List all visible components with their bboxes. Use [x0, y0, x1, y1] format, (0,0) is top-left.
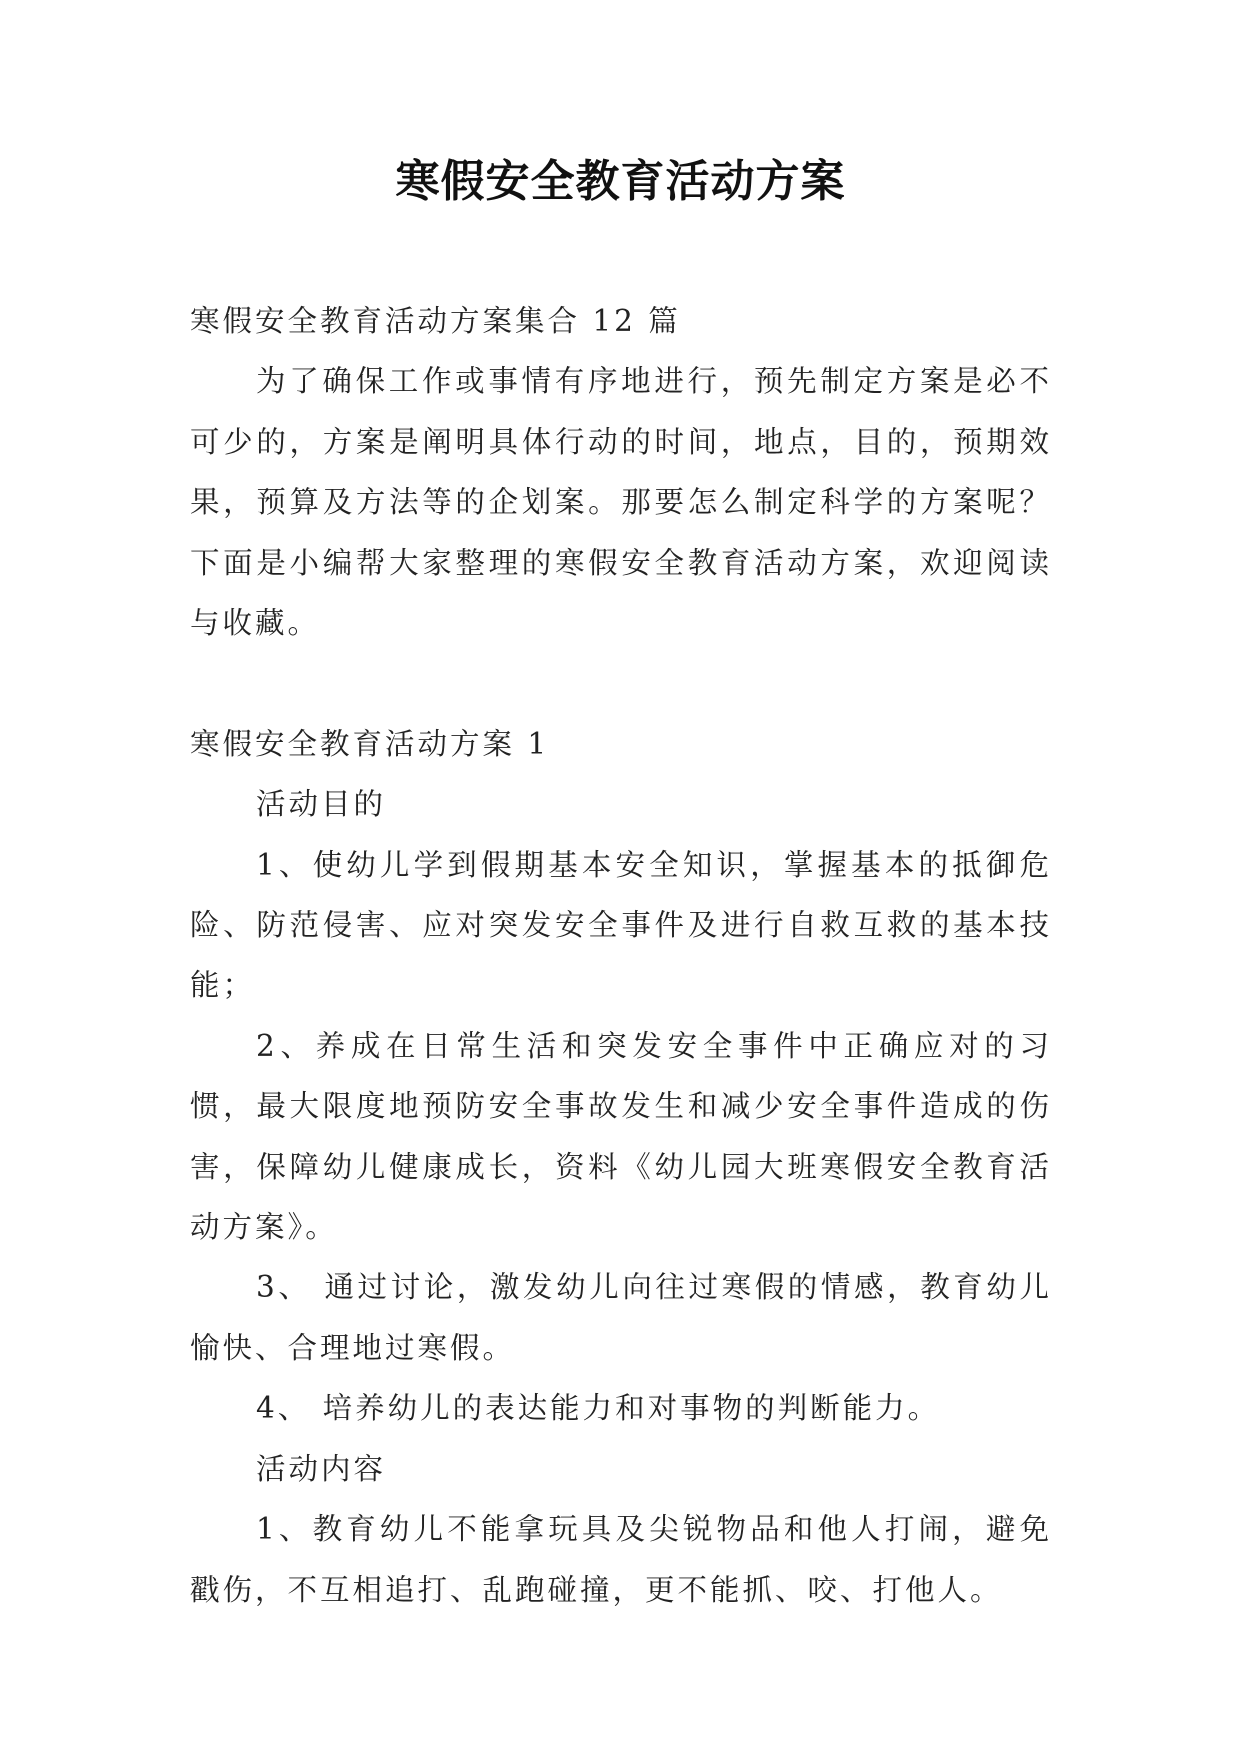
document-title: 寒假安全教育活动方案	[395, 156, 846, 207]
goal-item-1: 1、使幼儿学到假期基本安全知识，掌握基本的抵御危险、防范侵害、应对突发安全事件及进行自救互救的基本技能；	[190, 847, 1052, 1003]
goal-item-4: 4、 培养幼儿的表达能力和对事物的判断能力。	[256, 1391, 941, 1426]
intro-paragraph: 为了确保工作或事情有序地进行，预先制定方案是必不可少的，方案是阐明具体行动的时间，地点，目的，预期效果，预算及方法等的企划案。那要怎么制定科学的方案呢？下面是小编帮大家整理的寒假安全教育活动方案，欢迎阅读与收藏。	[190, 364, 1052, 641]
subheading-activity-content: 活动内容	[256, 1451, 387, 1486]
subheading-activity-goals: 活动目的	[256, 787, 387, 822]
section-heading-plan-1: 寒假安全教育活动方案 1	[190, 726, 550, 761]
content-item-1: 1、教育幼儿不能拿玩具及尖锐物品和他人打闹，避免戳伤，不互相追打、乱跑碰撞，更不能抓、咬、打他人。	[190, 1512, 1052, 1607]
goal-item-3: 3、 通过讨论，激发幼儿向往过寒假的情感，教育幼儿愉快、合理地过寒假。	[190, 1270, 1052, 1365]
collection-heading: 寒假安全教育活动方案集合 12 篇	[190, 304, 681, 338]
document-body	[190, 291, 1052, 1620]
goal-item-2: 2、养成在日常生活和突发安全事件中正确应对的习惯，最大限度地预防安全事故发生和减少安全事件造成的伤害，保障幼儿健康成长，资料《幼儿园大班寒假安全教育活动方案》。	[190, 1028, 1052, 1245]
